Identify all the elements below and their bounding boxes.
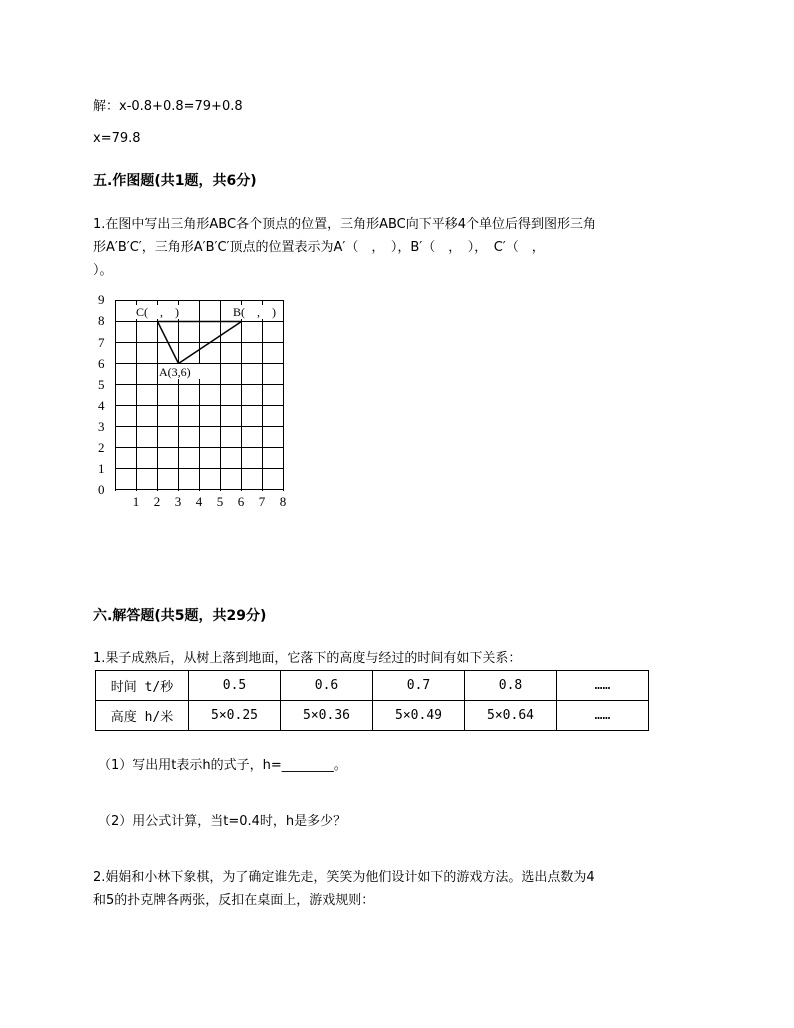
y-label-5: 5	[98, 377, 105, 392]
solution-line-1: 解：x-0.8+0.8=79+0.8	[93, 99, 243, 114]
x-axis-labels	[133, 494, 287, 509]
table-row	[96, 701, 649, 731]
x-label-6: 6	[237, 494, 245, 509]
x-label-2: 2	[153, 494, 161, 509]
section-6-heading: 六.解答题(共5题，共29分)	[93, 608, 267, 624]
y-label-9: 9	[98, 292, 105, 307]
section-5-heading: 五.作图题(共1题，共6分)	[93, 173, 257, 189]
table-cell: 5×0.49	[373, 701, 465, 731]
y-label-6: 6	[98, 356, 105, 371]
question-5-1-line-2: 形A′B′C′，三角形A′B′C′顶点的位置表示为A′（ ， ），B′（ ， ）， C′（ ，	[93, 240, 545, 255]
table-cell: 高度 h/米	[96, 701, 189, 731]
table-cell: 5×0.64	[465, 701, 557, 731]
grid-lines	[115, 300, 284, 491]
x-label-5: 5	[216, 494, 224, 509]
table-cell: 5×0.25	[189, 701, 281, 731]
vertex-label-b: B( , )	[233, 305, 276, 319]
y-label-3: 3	[98, 419, 105, 434]
question-6-1-sub-2: （2）用公式计算，当t=0.4时，h是多少？	[98, 814, 347, 829]
table-cell: ……	[557, 701, 649, 731]
table-cell: 时间 t/秒	[96, 671, 189, 701]
coordinate-grid-figure	[90, 288, 300, 513]
table-row	[96, 671, 649, 701]
table-cell: 0.6	[281, 671, 373, 701]
table-cell: ……	[557, 671, 649, 701]
x-label-3: 3	[174, 494, 182, 509]
x-label-4: 4	[195, 494, 203, 509]
x-label-8: 8	[279, 494, 287, 509]
y-axis-labels	[98, 292, 105, 497]
vertex-label-c: C( , )	[136, 305, 179, 319]
y-label-7: 7	[98, 335, 105, 350]
x-label-1: 1	[132, 494, 140, 509]
table-cell: 0.7	[373, 671, 465, 701]
x-label-7: 7	[258, 494, 266, 509]
y-label-0: 0	[98, 482, 105, 497]
question-5-1-line-3: ）。	[93, 263, 113, 278]
table-cell: 0.8	[465, 671, 557, 701]
question-5-1-line-1: 1.在图中写出三角形ABC各个顶点的位置，三角形ABC向下平移4个单位后得到图形三角	[93, 217, 596, 232]
question-6-2-line-2: 和5的扑克牌各两张，反扣在桌面上，游戏规则：	[93, 893, 375, 908]
y-label-8: 8	[98, 313, 105, 328]
y-label-4: 4	[98, 398, 105, 413]
table-cell: 0.5	[189, 671, 281, 701]
question-6-1-sub-1: （1）写出用t表示h的式子，h=________。	[98, 758, 347, 773]
table-cell: 5×0.36	[281, 701, 373, 731]
solution-line-2: x=79.8	[93, 131, 141, 146]
vertex-label-a: A(3,6)	[159, 365, 191, 379]
question-6-2-line-1: 2.娟娟和小林下象棋，为了确定谁先走，笑笑为他们设计如下的游戏方法。选出点数为4	[93, 870, 595, 885]
y-label-1: 1	[98, 461, 105, 476]
y-label-2: 2	[98, 440, 105, 455]
fall-height-table	[95, 670, 649, 731]
question-6-1-intro: 1.果子成熟后，从树上落到地面，它落下的高度与经过的时间有如下关系：	[93, 651, 522, 666]
